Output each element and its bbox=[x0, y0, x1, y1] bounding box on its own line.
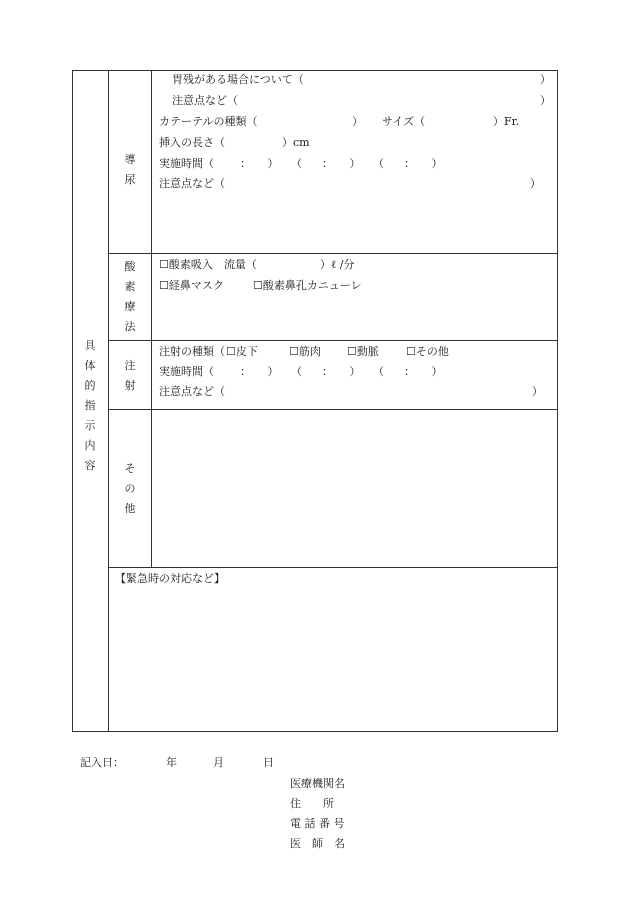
injection-time-slot-3: ： ） bbox=[404, 365, 443, 378]
oxygen-inhalation: ☐酸素吸入 流量（ bbox=[159, 258, 257, 271]
injection-notes-close: ） bbox=[532, 385, 543, 398]
row-divider-other bbox=[108, 567, 558, 568]
oxygen-flow-unit: ）ℓ /分 bbox=[320, 258, 355, 271]
injection-other-checkbox[interactable]: ☐その他 bbox=[406, 345, 449, 358]
entry-day-label: 日 bbox=[263, 756, 274, 769]
oxygen-label: 酸素療法 bbox=[124, 260, 136, 333]
catheter-size-unit: ）Fr. bbox=[493, 115, 520, 128]
section-divider bbox=[108, 70, 109, 732]
residual-question: 胃残がある場合について（ bbox=[172, 73, 304, 86]
entry-year-label: 年 bbox=[166, 756, 177, 769]
emergency-label: 【緊急時の対応など】 bbox=[115, 572, 225, 585]
residual-close: ） bbox=[540, 73, 551, 86]
catheter-type-close: ） bbox=[352, 115, 363, 128]
outer-top-border bbox=[72, 70, 558, 71]
catheter-time-slot-3: ： ） bbox=[404, 157, 443, 170]
catheter-time-open-3: （ bbox=[373, 157, 384, 170]
catheter-time-slot-1: ： ） bbox=[240, 157, 279, 170]
entry-month-label: 月 bbox=[213, 756, 224, 769]
injection-time-label: 実施時間（ bbox=[159, 365, 214, 378]
catheter-time-slot-2: ： ） bbox=[322, 157, 361, 170]
injection-label: 注射 bbox=[124, 359, 136, 392]
injection-time-open-3: （ bbox=[373, 365, 384, 378]
injection-time-slot-1: ： ） bbox=[240, 365, 279, 378]
insertion-length-unit: ）cm bbox=[282, 136, 310, 149]
row-divider-injection bbox=[108, 409, 558, 410]
label-divider bbox=[151, 70, 152, 567]
injection-type-label: 注射の種類（ bbox=[159, 345, 225, 358]
injection-notes-label: 注意点など（ bbox=[159, 385, 225, 398]
address-label: 住 所 bbox=[290, 797, 334, 810]
injection-time-slot-2: ： ） bbox=[322, 365, 361, 378]
outer-right-border bbox=[557, 70, 558, 732]
doctor-label: 医 師 名 bbox=[290, 837, 345, 850]
injection-time-open-2: （ bbox=[291, 365, 302, 378]
catheter-label: 導尿 bbox=[124, 153, 136, 186]
nasal-cannula-checkbox[interactable]: ☐酸素鼻孔カニューレ bbox=[253, 279, 362, 292]
institution-label: 医療機関名 bbox=[290, 777, 345, 790]
row-divider-catheter bbox=[108, 253, 558, 254]
other-label: その他 bbox=[124, 462, 136, 515]
section-label: 具体的指示内容 bbox=[84, 339, 96, 472]
catheter-notes-close: ） bbox=[530, 177, 541, 190]
catheter-size-label: サイズ（ bbox=[382, 115, 426, 128]
row-divider-oxygen bbox=[108, 340, 558, 341]
catheter-time-open-2: （ bbox=[291, 157, 302, 170]
insertion-length-label: 挿入の長さ（ bbox=[159, 136, 225, 149]
notes-indent-label: 注意点など（ bbox=[172, 94, 238, 107]
catheter-type-label: カテーテルの種類（ bbox=[159, 115, 258, 128]
injection-arterial-checkbox[interactable]: ☐動脈 bbox=[347, 345, 379, 358]
catheter-time-label: 実施時間（ bbox=[159, 157, 214, 170]
outer-left-border bbox=[72, 70, 73, 732]
notes-indent-close: ） bbox=[540, 94, 551, 107]
catheter-notes-label: 注意点など（ bbox=[159, 177, 225, 190]
outer-bottom-border bbox=[72, 731, 558, 732]
nasal-mask-checkbox[interactable]: ☐経鼻マスク bbox=[159, 279, 224, 292]
injection-subcutaneous-checkbox[interactable]: ☐皮下 bbox=[226, 345, 258, 358]
phone-label: 電 話 番 号 bbox=[290, 817, 345, 830]
injection-intramuscular-checkbox[interactable]: ☐筋肉 bbox=[289, 345, 321, 358]
entry-date-label: 記入日： bbox=[80, 756, 124, 769]
